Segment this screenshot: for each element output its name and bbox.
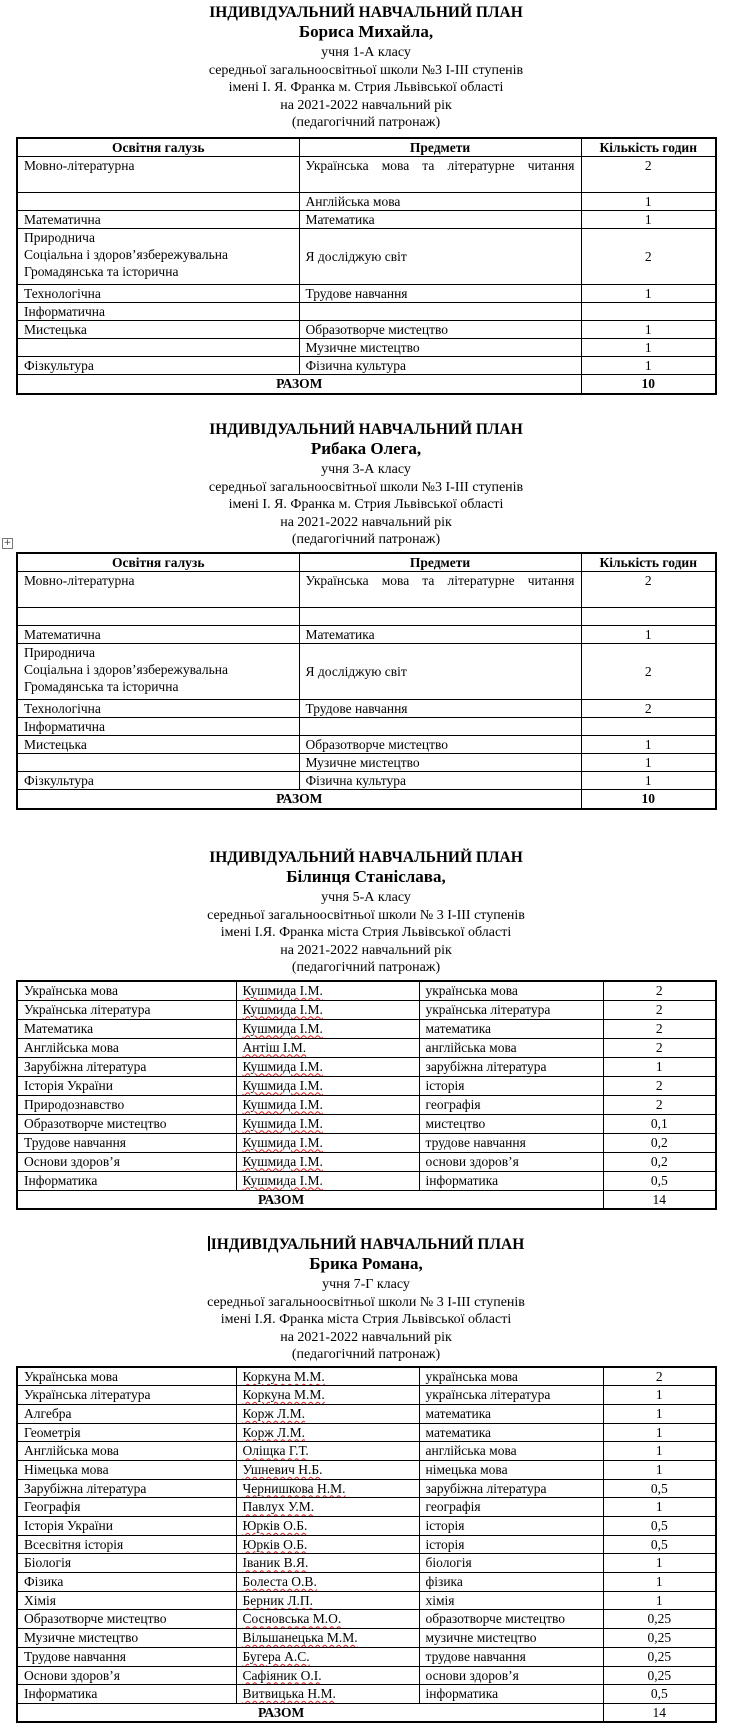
teacher-cell: Ушневич Н.Б. (236, 1460, 419, 1479)
teacher-cell: Кушмида І.М. (236, 981, 419, 1000)
header-field: Освітня галузь (17, 553, 299, 572)
hours-cell: 0,5 (603, 1517, 716, 1536)
plan1-title: ІНДИВІДУАЛЬНИЙ НАВЧАЛЬНИЙ ПЛАН (209, 4, 523, 21)
hours-cell: 0,5 (603, 1685, 716, 1704)
table-row (17, 1076, 716, 1095)
field-cell: Мовно-літературна (17, 572, 299, 608)
hours-cell: 1 (581, 772, 716, 790)
teacher-cell: Оліщка Г.Т. (236, 1442, 419, 1461)
teacher-cell: Кушмида І.М. (236, 1133, 419, 1152)
table-row (17, 1610, 716, 1629)
table-row (17, 1133, 716, 1152)
hours-cell: 0,2 (603, 1152, 716, 1171)
subject-cell: Біологія (17, 1554, 236, 1573)
table-row (17, 718, 716, 736)
total-hours: 10 (581, 790, 716, 809)
subject-cell (299, 303, 581, 321)
teacher-cell: Кушмида І.М. (236, 1152, 419, 1171)
hours-cell: 1 (603, 1404, 716, 1423)
hours-cell: 2 (581, 157, 716, 193)
table-row (17, 981, 716, 1000)
hours-cell: 2 (603, 1038, 716, 1057)
specialty-cell: мистецтво (419, 1114, 603, 1133)
hours-cell: 1 (603, 1460, 716, 1479)
total-label: РАЗОМ (17, 1703, 603, 1722)
subject-cell: Образотворче мистецтво (17, 1114, 236, 1133)
subject-cell: Всесвітня історія (17, 1535, 236, 1554)
field-cell: Фізкультура (17, 357, 299, 375)
table-row (17, 1171, 716, 1190)
subject-cell: Математика (299, 626, 581, 644)
total-label: РАЗОМ (17, 375, 581, 394)
teacher-cell: Кушмида І.М. (236, 1095, 419, 1114)
hours-cell: 0,2 (603, 1133, 716, 1152)
hours-cell: 1 (603, 1591, 716, 1610)
subject-cell: Фізична культура (299, 772, 581, 790)
specialty-cell: образотворче мистецтво (419, 1610, 603, 1629)
teacher-cell: Корж Л.М. (236, 1404, 419, 1423)
teacher-cell: Кушмида І.М. (236, 1076, 419, 1095)
subject-cell: Фізика (17, 1573, 236, 1592)
plan2-line-patronage: (педагогічний патронаж) (291, 532, 441, 547)
table-row (17, 1152, 716, 1171)
total-label: РАЗОМ (17, 1190, 603, 1209)
table-row (17, 1554, 716, 1573)
teacher-cell: Павлух У.М. (236, 1498, 419, 1517)
specialty-cell: українська мова (419, 1367, 603, 1386)
subject-cell: Образотворче мистецтво (299, 321, 581, 339)
table-row (17, 1442, 716, 1461)
subject-cell: Історія України (17, 1076, 236, 1095)
table-row (17, 157, 716, 193)
plan3-heading (0, 849, 732, 977)
hours-cell: 2 (581, 700, 716, 718)
table-row (17, 772, 716, 790)
teacher-cell: Кушмида І.М. (236, 1171, 419, 1190)
subject-cell: Англійська мова (299, 193, 581, 211)
teacher-cell: Сосновська М.О. (236, 1610, 419, 1629)
field-cell (17, 339, 299, 357)
specialty-cell: українська література (419, 1000, 603, 1019)
field-cell: Мистецька (17, 736, 299, 754)
hours-cell: 1 (603, 1442, 716, 1461)
field-cell: Інформатична (17, 303, 299, 321)
hours-cell: 1 (581, 754, 716, 772)
field-cell: Мовно-літературна (17, 157, 299, 193)
specialty-cell: інформатика (419, 1685, 603, 1704)
plan1-heading (0, 4, 732, 132)
specialty-cell: інформатика (419, 1171, 603, 1190)
plan2-line-class: учня 3-А класу (321, 462, 411, 477)
plan1-line-school: середньої загальноосвітньої школи №3 І-ІІІ ступенів (208, 62, 524, 78)
teacher-cell: Корж Л.М. (236, 1423, 419, 1442)
subject-cell: Інформатика (17, 1685, 236, 1704)
table-row (17, 1114, 716, 1133)
table-move-handle-icon[interactable]: + (3, 538, 12, 548)
header-subjects: Предмети (299, 553, 581, 572)
subject-cell: Українська мова (17, 1367, 236, 1386)
teacher-cell: Юрків О.Б. (236, 1517, 419, 1536)
plan4-table (16, 1366, 717, 1723)
hours-cell: 0,5 (603, 1171, 716, 1190)
hours-cell: 1 (603, 1498, 716, 1517)
hours-cell: 2 (603, 1000, 716, 1019)
subject-cell: Зарубіжна література (17, 1479, 236, 1498)
subject-cell: Зарубіжна література (17, 1057, 236, 1076)
field-cell: Фізкультура (17, 772, 299, 790)
plan1-table (16, 137, 717, 395)
subject-cell: Англійська мова (17, 1442, 236, 1461)
table-row (17, 626, 716, 644)
hours-cell: 1 (581, 193, 716, 211)
table-row (17, 211, 716, 229)
table-row (17, 1479, 716, 1498)
header-hours: Кількість годин (581, 138, 716, 157)
specialty-cell: математика (419, 1404, 603, 1423)
field-cell (17, 754, 299, 772)
subject-cell: Трудове навчання (17, 1647, 236, 1666)
total-row (17, 1190, 716, 1209)
teacher-cell: Бугера А.С. (236, 1647, 419, 1666)
hours-cell: 2 (581, 229, 716, 285)
plan3-line-named: імені І.Я. Франка міста Стрия Львівської області (220, 925, 512, 940)
specialty-cell: історія (419, 1535, 603, 1554)
specialty-cell: музичне мистецтво (419, 1629, 603, 1648)
hours-cell: 2 (603, 1367, 716, 1386)
plan1-line-class: учня 1-А класу (321, 45, 411, 60)
specialty-cell: основи здоров’я (419, 1666, 603, 1685)
hours-cell: 1 (603, 1554, 716, 1573)
hours-cell: 2 (603, 981, 716, 1000)
table-row (17, 1000, 716, 1019)
plan2-table (16, 552, 717, 810)
specialty-cell: основи здоров’я (419, 1152, 603, 1171)
table-row (17, 608, 716, 626)
teacher-cell: Кушмида І.М. (236, 1000, 419, 1019)
table-row (17, 1095, 716, 1114)
hours-cell: 1 (581, 626, 716, 644)
specialty-cell: географія (419, 1498, 603, 1517)
plan2-line-school: середньої загальноосвітньої школи №3 І-ІІІ ступенів (208, 479, 524, 495)
specialty-cell: географія (419, 1095, 603, 1114)
teacher-cell: Антіш І.М. (236, 1038, 419, 1057)
specialty-cell: трудове навчання (419, 1647, 603, 1666)
field-cell: Технологічна (17, 285, 299, 303)
hours-cell: 1 (603, 1423, 716, 1442)
teacher-cell: Болеста О.В. (236, 1573, 419, 1592)
hours-cell: 0,25 (603, 1610, 716, 1629)
plan4-line-patronage: (педагогічний патронаж) (291, 1347, 441, 1362)
plan4-line-named: імені І.Я. Франка міста Стрия Львівської області (220, 1312, 512, 1327)
specialty-cell: математика (419, 1019, 603, 1038)
table-row (17, 1057, 716, 1076)
table-row (17, 1038, 716, 1057)
table-row (17, 644, 716, 700)
teacher-cell: Чернишкова Н.М. (236, 1479, 419, 1498)
plan3-student-name: Білинця Станіслава, (286, 867, 446, 886)
hours-cell: 1 (581, 736, 716, 754)
table-row (17, 1573, 716, 1592)
table-row (17, 321, 716, 339)
subject-cell: Основи здоров’я (17, 1152, 236, 1171)
subject-cell: Історія України (17, 1517, 236, 1536)
hours-cell: 0,5 (603, 1479, 716, 1498)
total-row (17, 790, 716, 809)
subject-cell (299, 718, 581, 736)
hours-cell: 2 (581, 572, 716, 608)
specialty-cell: зарубіжна література (419, 1479, 603, 1498)
field-cell (17, 193, 299, 211)
total-row (17, 375, 716, 394)
table-row (17, 303, 716, 321)
hours-cell: 0,25 (603, 1647, 716, 1666)
table-row (17, 229, 716, 285)
subject-cell: Математика (17, 1019, 236, 1038)
hours-cell (581, 303, 716, 321)
total-hours: 14 (603, 1703, 716, 1722)
subject-cell: Хімія (17, 1591, 236, 1610)
specialty-cell: українська література (419, 1386, 603, 1405)
plan3-line-class: учня 5-А класу (321, 890, 411, 905)
subject-cell: Музичне мистецтво (299, 754, 581, 772)
header-subjects: Предмети (299, 138, 581, 157)
field-cell: Математична (17, 211, 299, 229)
hours-cell: 1 (581, 357, 716, 375)
subject-cell: Я досліджую світ (299, 644, 581, 700)
field-cell: Природнича Соціальна і здоров’язбережувальна Громадянська та історична (17, 644, 299, 700)
teacher-cell: Кушмида І.М. (236, 1057, 419, 1076)
header-field: Освітня галузь (17, 138, 299, 157)
specialty-cell: англійська мова (419, 1442, 603, 1461)
subject-cell: Фізична культура (299, 357, 581, 375)
specialty-cell: біологія (419, 1554, 603, 1573)
specialty-cell: історія (419, 1076, 603, 1095)
subject-cell: Німецька мова (17, 1460, 236, 1479)
table-row (17, 736, 716, 754)
subject-cell: Музичне мистецтво (299, 339, 581, 357)
table-row (17, 339, 716, 357)
table-row (17, 1517, 716, 1536)
specialty-cell: фізика (419, 1573, 603, 1592)
specialty-cell: українська мова (419, 981, 603, 1000)
teacher-cell: Кушмида І.М. (236, 1019, 419, 1038)
subject-cell: Українська мова та літературне читання (299, 572, 581, 608)
table-row (17, 193, 716, 211)
table-row (17, 1629, 716, 1648)
hours-cell: 2 (581, 644, 716, 700)
table-row (17, 1498, 716, 1517)
field-cell: Природнича Соціальна і здоров’язбережувальна Громадянська та історична (17, 229, 299, 285)
teacher-cell: Коркуна М.М. (236, 1386, 419, 1405)
table-row (17, 572, 716, 608)
subject-cell: Музичне мистецтво (17, 1629, 236, 1648)
field-cell: Математична (17, 626, 299, 644)
subject-cell: Я досліджую світ (299, 229, 581, 285)
teacher-cell: Берник Л.П. (236, 1591, 419, 1610)
teacher-cell: Юрків О.Б. (236, 1535, 419, 1554)
subject-cell: Українська література (17, 1000, 236, 1019)
plan1-line-named: імені І. Я. Франка м. Стрия Львівської області (228, 80, 504, 95)
hours-cell (581, 718, 716, 736)
plan1-line-year: на 2021-2022 навчальний рік (280, 97, 452, 113)
table-row (17, 1666, 716, 1685)
subject-cell (299, 608, 581, 626)
specialty-cell: німецька мова (419, 1460, 603, 1479)
field-cell: Інформатична (17, 718, 299, 736)
plan4-line-class: учня 7-Г класу (322, 1277, 410, 1292)
plan2-heading (0, 421, 732, 549)
table-row (17, 1367, 716, 1386)
subject-cell: Образотворче мистецтво (299, 736, 581, 754)
table-row (17, 1535, 716, 1554)
subject-cell: Геометрія (17, 1423, 236, 1442)
hours-cell: 1 (581, 285, 716, 303)
text-cursor (208, 1236, 210, 1251)
teacher-cell: Вільшанецька М.М. (236, 1629, 419, 1648)
hours-cell: 2 (603, 1095, 716, 1114)
subject-cell: Образотворче мистецтво (17, 1610, 236, 1629)
total-hours: 10 (581, 375, 716, 394)
subject-cell: Українська мова та літературне читання (299, 157, 581, 193)
specialty-cell: англійська мова (419, 1038, 603, 1057)
teacher-cell: Сафіяник О.І. (236, 1666, 419, 1685)
plan2-student-name: Рибака Олега, (310, 439, 422, 458)
plan2-line-named: імені І. Я. Франка м. Стрия Львівської області (228, 497, 504, 512)
table-row (17, 1404, 716, 1423)
field-cell: Мистецька (17, 321, 299, 339)
teacher-cell: Іваник В.Я. (236, 1554, 419, 1573)
table-row (17, 1591, 716, 1610)
subject-cell: Англійська мова (17, 1038, 236, 1057)
hours-cell: 0,25 (603, 1629, 716, 1648)
field-cell (17, 608, 299, 626)
hours-cell: 1 (581, 321, 716, 339)
subject-cell: Алгебра (17, 1404, 236, 1423)
table-row (17, 285, 716, 303)
teacher-cell: Витвицька Н.М. (236, 1685, 419, 1704)
teacher-cell: Кушмида І.М. (236, 1114, 419, 1133)
hours-cell: 1 (603, 1573, 716, 1592)
table-row (17, 1685, 716, 1704)
subject-cell: Математика (299, 211, 581, 229)
total-label: РАЗОМ (17, 790, 581, 809)
plan3-line-year: на 2021-2022 навчальний рік (280, 942, 452, 958)
table-row (17, 754, 716, 772)
hours-cell: 1 (581, 211, 716, 229)
plan1-student-name: Бориса Михайла, (298, 22, 434, 41)
plan4-line-year: на 2021-2022 навчальний рік (280, 1329, 452, 1345)
plan4-title: ІНДИВІДУАЛЬНИЙ НАВЧАЛЬНИЙ ПЛАН (0, 1236, 732, 1255)
table-row (17, 357, 716, 375)
specialty-cell: зарубіжна література (419, 1057, 603, 1076)
specialty-cell: математика (419, 1423, 603, 1442)
hours-cell: 1 (581, 339, 716, 357)
hours-cell: 0,5 (603, 1535, 716, 1554)
subject-cell: Трудове навчання (299, 285, 581, 303)
table-row (17, 1423, 716, 1442)
plan3-title: ІНДИВІДУАЛЬНИЙ НАВЧАЛЬНИЙ ПЛАН (209, 849, 523, 866)
hours-cell: 0,25 (603, 1666, 716, 1685)
subject-cell: Трудове навчання (299, 700, 581, 718)
hours-cell: 2 (603, 1019, 716, 1038)
plan2-title: ІНДИВІДУАЛЬНИЙ НАВЧАЛЬНИЙ ПЛАН (209, 421, 523, 438)
plan4-heading (0, 1236, 732, 1364)
hours-cell: 1 (603, 1057, 716, 1076)
hours-cell: 1 (603, 1386, 716, 1405)
hours-cell: 0,1 (603, 1114, 716, 1133)
total-row (17, 1703, 716, 1722)
specialty-cell: трудове навчання (419, 1133, 603, 1152)
subject-cell: Основи здоров’я (17, 1666, 236, 1685)
total-hours: 14 (603, 1190, 716, 1209)
plan2-line-year: на 2021-2022 навчальний рік (280, 514, 452, 530)
table-row (17, 1019, 716, 1038)
plan3-line-patronage: (педагогічний патронаж) (291, 960, 441, 975)
header-hours: Кількість годин (581, 553, 716, 572)
plan1-line-patronage: (педагогічний патронаж) (291, 115, 441, 130)
table-row (17, 1386, 716, 1405)
teacher-cell: Коркуна М.М. (236, 1367, 419, 1386)
plan4-student-name: Брика Романа, (309, 1254, 423, 1273)
subject-cell: Трудове навчання (17, 1133, 236, 1152)
field-cell: Технологічна (17, 700, 299, 718)
table-row (17, 700, 716, 718)
hours-cell: 2 (603, 1076, 716, 1095)
table-row (17, 1647, 716, 1666)
subject-cell: Географія (17, 1498, 236, 1517)
table-row (17, 1460, 716, 1479)
subject-cell: Українська література (17, 1386, 236, 1405)
subject-cell: Природознавство (17, 1095, 236, 1114)
plan3-line-school: середньої загальноосвітньої школи № 3 І-ІІІ ступенів (207, 907, 525, 923)
plan4-line-school: середньої загальноосвітньої школи № 3 І-ІІІ ступенів (207, 1294, 525, 1310)
specialty-cell: історія (419, 1517, 603, 1536)
plan3-table (16, 980, 717, 1210)
subject-cell: Українська мова (17, 981, 236, 1000)
specialty-cell: хімія (419, 1591, 603, 1610)
hours-cell (581, 608, 716, 626)
subject-cell: Інформатика (17, 1171, 236, 1190)
